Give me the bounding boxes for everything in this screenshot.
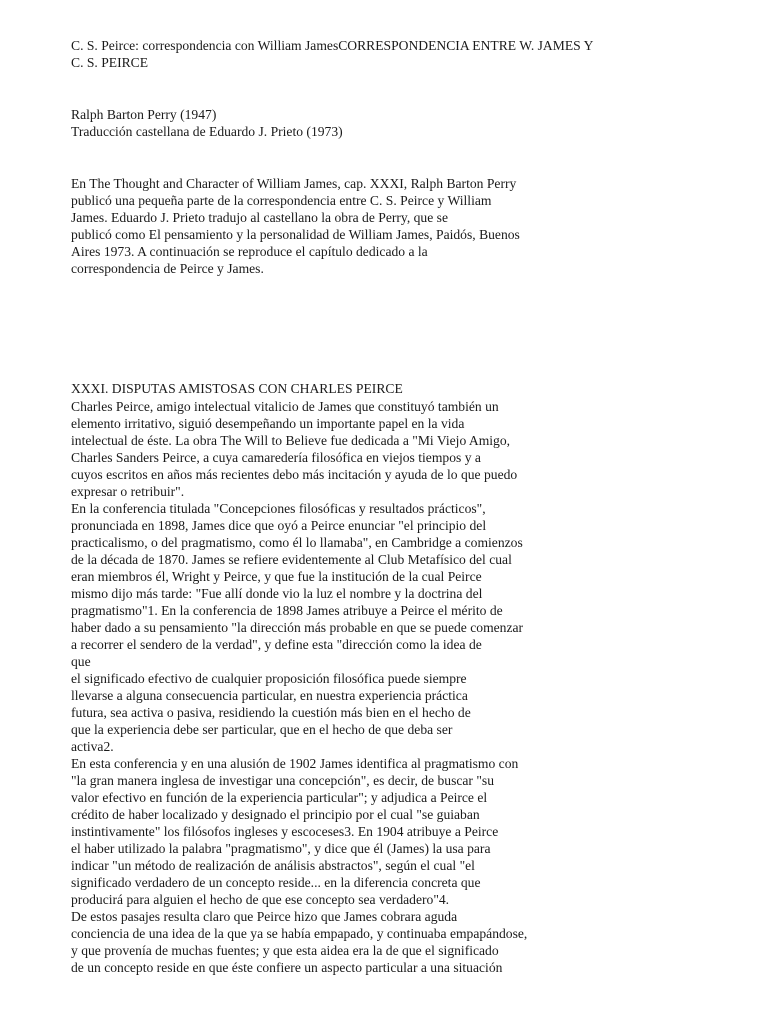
body-line: Charles Sanders Peirce, a cuya camaredería filosófica en viejos tiempos y a: [71, 450, 481, 465]
body-line: expresar o retribuir".: [71, 484, 185, 499]
intro-line: publicó como El pensamiento y la personalidad de William James, Paidós, Buenos: [71, 227, 520, 242]
translator-line: Traducción castellana de Eduardo J. Prieto (1973): [71, 124, 343, 139]
body-line: el haber utilizado la palabra "pragmatismo", y dice que él (James) la usa para: [71, 841, 491, 856]
body-line: En esta conferencia y en una alusión de 1902 James identifica al pragmatismo con: [71, 756, 519, 771]
body-line: producirá para alguien el hecho de que ese concepto sea verdadero"4.: [71, 892, 450, 907]
document-title-line-1: C. S. Peirce: correspondencia con William JamesCORRESPONDENCIA ENTRE W. JAMES Y: [71, 38, 594, 53]
body-line: pronunciada en 1898, James dice que oyó a Peirce enunciar "el principio del: [71, 518, 487, 533]
body-line: intelectual de éste. La obra The Will to Believe fue dedicada a "Mi Viejo Amigo,: [71, 433, 511, 448]
body-line: En la conferencia titulada "Concepciones filosóficas y resultados prácticos",: [71, 501, 486, 516]
body-line: mismo dijo más tarde: "Fue allí donde vio la luz el nombre y la doctrina del: [71, 586, 483, 601]
body-line: instintivamente" los filósofos ingleses y escoceses3. En 1904 atribuye a Peirce: [71, 824, 499, 839]
body-line: que la experiencia debe ser particular, que en el hecho de que deba ser: [71, 722, 453, 737]
body-line: llevarse a alguna consecuencia particular, en nuestra experiencia práctica: [71, 688, 468, 703]
body-line: a recorrer el sendero de la verdad", y define esta "dirección como la idea de: [71, 637, 482, 652]
body-line: "la gran manera inglesa de investigar una concepción", es decir, de buscar "su: [71, 773, 494, 788]
body-line: eran miembros él, Wright y Peirce, y que fue la institución de la cual Peirce: [71, 569, 482, 584]
body-line: de la década de 1870. James se refiere evidentemente al Club Metafísico del cual: [71, 552, 512, 567]
body-line: conciencia de una idea de la que ya se había empapado, y continuaba empapándose,: [71, 926, 528, 941]
author-line: Ralph Barton Perry (1947): [71, 107, 217, 122]
body-line: De estos pasajes resulta claro que Peirce hizo que James cobrara aguda: [71, 909, 458, 924]
chapter-heading: XXXI. DISPUTAS AMISTOSAS CON CHARLES PEIRCE: [71, 381, 403, 396]
body-line: elemento irritativo, siguió desempeñando un importante papel en la vida: [71, 416, 465, 431]
body-line: significado verdadero de un concepto reside... en la diferencia concreta que: [71, 875, 481, 890]
intro-line: Aires 1973. A continuación se reproduce el capítulo dedicado a la: [71, 244, 428, 259]
body-line: futura, sea activa o pasiva, residiendo la cuestión más bien en el hecho de: [71, 705, 471, 720]
body-line: cuyos escritos en años más recientes debo más incitación y ayuda de lo que puedo: [71, 467, 518, 482]
document-title-line-2: C. S. PEIRCE: [71, 55, 149, 70]
body-line: indicar "un método de realización de análisis abstractos", según el cual "el: [71, 858, 475, 873]
intro-line: correspondencia de Peirce y James.: [71, 261, 264, 276]
body-line: de un concepto reside en que éste confiere un aspecto particular a una situación: [71, 960, 503, 975]
body-line: que: [71, 654, 91, 669]
body-line: y que provenía de muchas fuentes; y que esta aidea era la de que el significado: [71, 943, 499, 958]
body-line: pragmatismo"1. En la conferencia de 1898 James atribuye a Peirce el mérito de: [71, 603, 503, 618]
body-line: valor efectivo en función de la experiencia particular"; y adjudica a Peirce el: [71, 790, 488, 805]
intro-line: publicó una pequeña parte de la correspondencia entre C. S. Peirce y William: [71, 193, 492, 208]
body-line: Charles Peirce, amigo intelectual vitalicio de James que constituyó también un: [71, 399, 499, 414]
body-line: haber dado a su pensamiento "la dirección más probable en que se puede comenzar: [71, 620, 524, 635]
body-line: crédito de haber localizado y designado el principio por el cual "se guiaban: [71, 807, 480, 822]
body-line: practicalismo, o del pragmatismo, como él lo llamaba", en Cambridge a comienzos: [71, 535, 523, 550]
intro-line: James. Eduardo J. Prieto tradujo al castellano la obra de Perry, que se: [71, 210, 448, 225]
intro-line: En The Thought and Character of William James, cap. XXXI, Ralph Barton Perry: [71, 176, 517, 191]
body-line: activa2.: [71, 739, 114, 754]
body-line: el significado efectivo de cualquier proposición filosófica puede siempre: [71, 671, 467, 686]
